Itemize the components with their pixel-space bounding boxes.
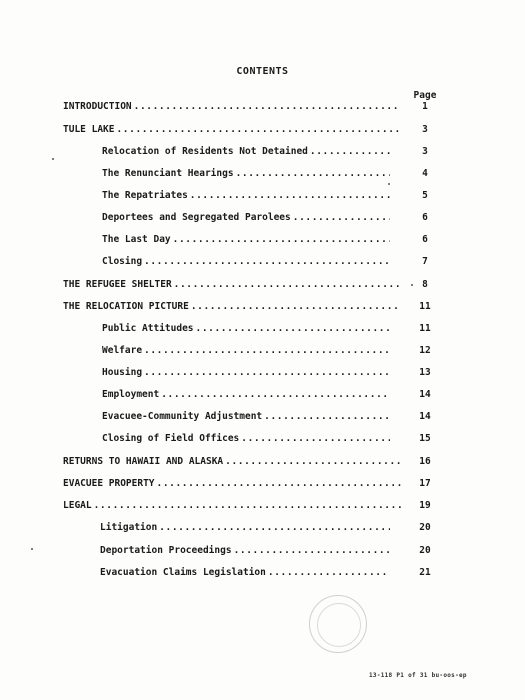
toc-entry-welfare <box>102 345 392 359</box>
footer-code: 13-118 P1 of 31 bu-oos-ep <box>369 672 467 679</box>
toc-entry-evacuation-claims <box>100 567 392 581</box>
toc-entry-label: RETURNS TO HAWAII AND ALASKA <box>63 456 224 467</box>
toc-entry-label: THE RELOCATION PICTURE <box>63 301 189 312</box>
toc-entry-housing <box>102 367 392 381</box>
paper-speck <box>31 548 33 550</box>
toc-entry-label: Deportation Proceedings <box>100 545 232 556</box>
toc-entry-label: Employment <box>102 389 160 400</box>
toc-entry-page: 15 <box>419 433 431 444</box>
toc-entry-label: Litigation <box>100 522 158 533</box>
toc-entry-label: INTRODUCTION <box>63 101 132 112</box>
toc-entry-page: 3 <box>422 146 428 157</box>
toc-entry-label: Public Attitudes <box>102 323 194 334</box>
toc-entry-label: LEGAL <box>63 500 92 511</box>
toc-entry-refugee-shelter <box>63 279 403 293</box>
dot-leader <box>144 345 390 356</box>
dot-leader <box>144 367 390 378</box>
dot-leader <box>134 101 401 112</box>
toc-entry-page: 11 <box>419 301 431 312</box>
dot-leader <box>225 456 401 467</box>
dot-leader <box>293 212 390 223</box>
toc-entry-label: EVACUEE PROPERTY <box>63 478 155 489</box>
toc-entry-page: 21 <box>419 567 431 578</box>
toc-entry-page: 12 <box>419 345 431 356</box>
toc-entry-page: 3 <box>422 124 428 135</box>
dot-leader <box>268 567 390 578</box>
toc-entry-page: 8 <box>422 279 428 290</box>
toc-entry-evacuee-community <box>102 411 392 425</box>
page-title: CONTENTS <box>236 66 289 77</box>
toc-entry-page: 11 <box>419 323 431 334</box>
toc-entry-label: Deportees and Segregated Parolees <box>102 212 291 223</box>
toc-entry-label: Evacuee-Community Adjustment <box>102 411 263 422</box>
toc-entry-evacuee-property <box>63 478 403 492</box>
page-column-header: Page <box>413 90 437 101</box>
toc-entry-page: 7 <box>422 256 428 267</box>
dot-leader <box>234 545 390 556</box>
toc-entry-label: The Repatriates <box>102 190 188 201</box>
toc-entry-page: 13 <box>419 367 431 378</box>
toc-entry-employment <box>102 389 392 403</box>
toc-entry-page: 1 <box>422 101 428 112</box>
toc-entry-label: THE REFUGEE SHELTER <box>63 279 172 290</box>
toc-entry-page: 6 <box>422 234 428 245</box>
toc-entry-label: The Renunciant Hearings <box>102 168 234 179</box>
toc-entry-page: 5 <box>422 190 428 201</box>
archive-stamp <box>309 595 367 653</box>
toc-entry-repatriates <box>102 190 392 204</box>
toc-entry-page: 20 <box>419 522 431 533</box>
dot-leader <box>144 256 390 267</box>
dot-leader <box>159 522 390 533</box>
toc-entry-closing-field-offices <box>102 433 392 447</box>
dot-leader <box>157 478 401 489</box>
dot-leader <box>191 301 401 312</box>
toc-entry-renunciant-hearings <box>102 168 392 182</box>
paper-speck <box>388 183 390 185</box>
paper-speck <box>52 158 54 160</box>
toc-entry-page: 4 <box>422 168 428 179</box>
toc-entry-label: Closing of Field Offices <box>102 433 240 444</box>
dot-leader <box>161 389 390 400</box>
dot-leader <box>190 190 390 201</box>
toc-entry-label: Evacuation Claims Legislation <box>100 567 266 578</box>
dot-leader <box>264 411 390 422</box>
toc-entry-relocation-of-residents <box>102 146 392 160</box>
toc-entry-legal <box>63 500 403 514</box>
dot-leader <box>310 146 390 157</box>
toc-entry-page: 6 <box>422 212 428 223</box>
toc-entry-deportation-proceedings <box>100 545 392 559</box>
toc-entry-page: 20 <box>419 545 431 556</box>
dot-leader <box>174 279 401 290</box>
toc-entry-public-attitudes <box>102 323 392 337</box>
toc-entry-page: 16 <box>419 456 431 467</box>
toc-entry-hawaii-alaska <box>63 456 403 470</box>
dot-leader <box>241 433 390 444</box>
toc-entry-label: Closing <box>102 256 143 267</box>
toc-entry-page: 14 <box>419 411 431 422</box>
dot-leader <box>94 500 401 511</box>
toc-entry-label: The Last Day <box>102 234 171 245</box>
archive-stamp-inner-ring <box>317 603 361 647</box>
paper-speck <box>411 284 413 286</box>
dot-leader <box>236 168 390 179</box>
dot-leader <box>116 124 401 135</box>
toc-entry-label: Welfare <box>102 345 143 356</box>
toc-entry-introduction <box>63 101 403 115</box>
toc-entry-deportees <box>102 212 392 226</box>
toc-entry-label: TULE LAKE <box>63 124 115 135</box>
toc-entry-label: Relocation of Residents Not Detained <box>102 146 308 157</box>
dot-leader <box>173 234 390 245</box>
toc-entry-litigation <box>100 522 392 536</box>
toc-entry-page: 19 <box>419 500 431 511</box>
dot-leader <box>196 323 390 334</box>
toc-entry-closing <box>102 256 392 270</box>
toc-entry-relocation-picture <box>63 301 403 315</box>
toc-entry-tule-lake <box>63 124 403 138</box>
toc-entry-page: 14 <box>419 389 431 400</box>
toc-entry-label: Housing <box>102 367 143 378</box>
toc-entry-page: 17 <box>419 478 431 489</box>
toc-entry-last-day <box>102 234 392 248</box>
